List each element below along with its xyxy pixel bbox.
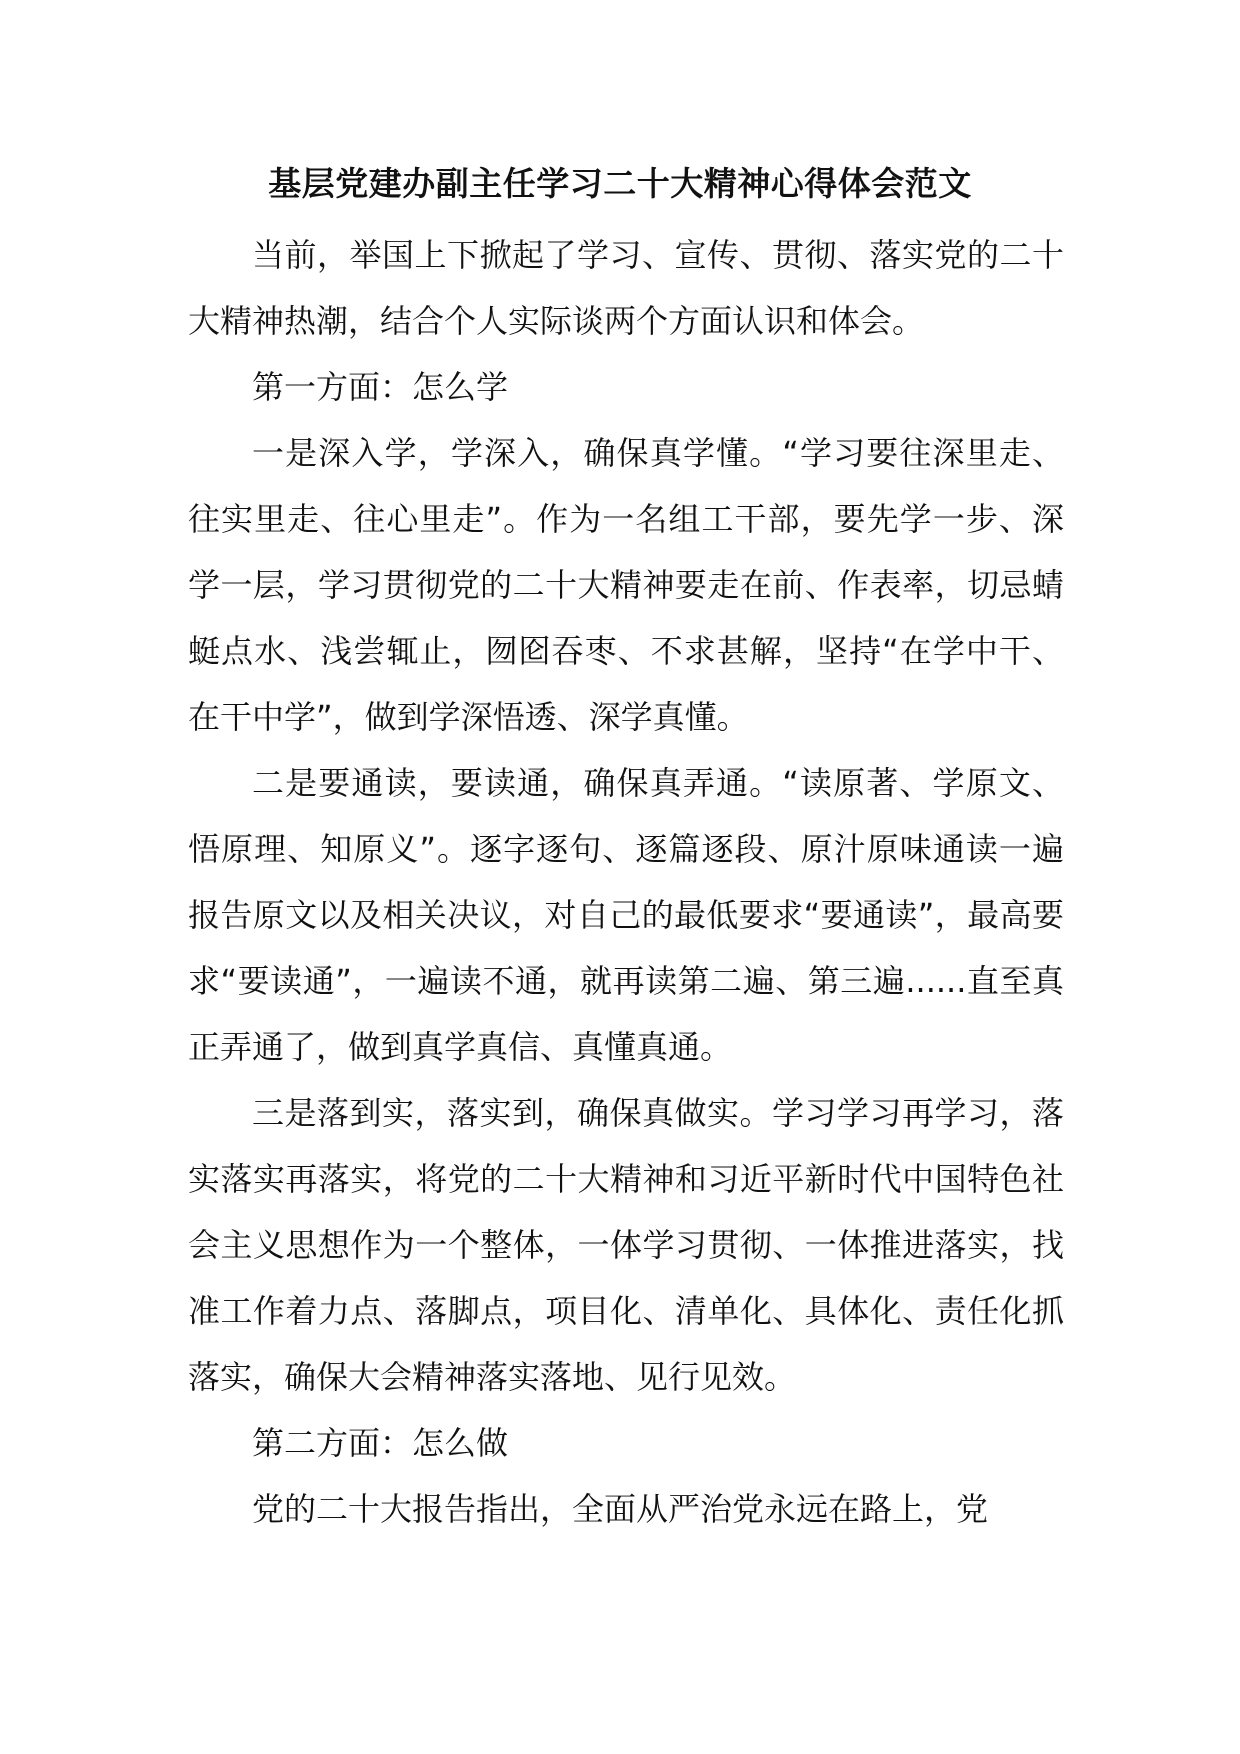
document-title: 基层党建办副主任学习二十大精神心得体会范文 bbox=[268, 164, 972, 203]
paragraph-1: 一是深入学，学深入，确保真学懂。“学习要往深里走、往实里走、往心里走”。作为一名组工干部，要先学一步、深学一层，学习贯彻党的二十大精神要走在前、作表率，切忌蜻蜓点水、浅尝辄止，囫囵吞枣、不求甚解，坚持“在学中干、在干中学”，做到学深悟透、深学真懂。 bbox=[188, 434, 1064, 736]
intro-paragraph: 当前，举国上下掀起了学习、宣传、贯彻、落实党的二十大精神热潮，结合个人实际谈两个方面认识和体会。 bbox=[188, 236, 1064, 340]
section-heading-2: 第二方面：怎么做 bbox=[252, 1424, 509, 1462]
paragraph-4: 党的二十大报告指出，全面从严治党永远在路上，党 bbox=[252, 1490, 989, 1528]
paragraph-3: 三是落到实，落实到，确保真做实。学习学习再学习，落实落实再落实，将党的二十大精神和习近平新时代中国特色社会主义思想作为一个整体，一体学习贯彻、一体推进落实，找准工作着力点、落脚点，项目化、清单化、具体化、责任化抓落实，确保大会精神落实落地、见行见效。 bbox=[188, 1094, 1064, 1396]
document-body bbox=[188, 222, 1064, 1542]
section-heading-1: 第一方面：怎么学 bbox=[252, 368, 509, 406]
paragraph-2: 二是要通读，要读通，确保真弄通。“读原著、学原文、悟原理、知原义”。逐字逐句、逐篇逐段、原汁原味通读一遍报告原文以及相关决议，对自己的最低要求“要通读”，最高要求“要读通”，一遍读不通，就再读第二遍、第三遍......直至真正弄通了，做到真学真信、真懂真通。 bbox=[188, 764, 1064, 1066]
